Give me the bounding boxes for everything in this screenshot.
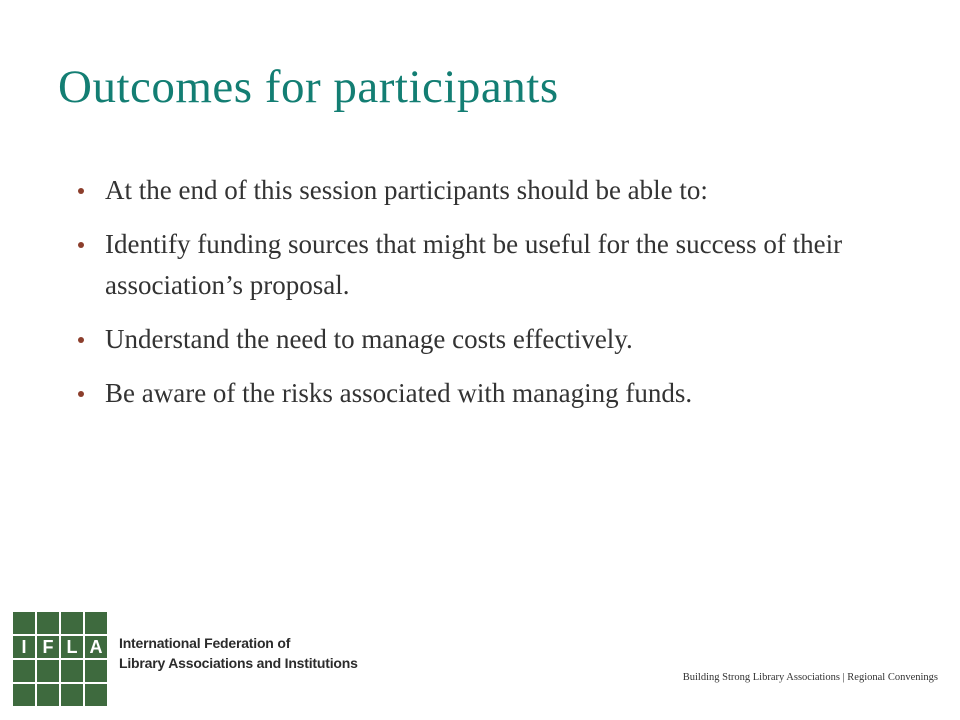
bullet-text: Identify funding sources that might be useful for the success of their association’s proposal.: [105, 229, 843, 300]
slide-title: Outcomes for participants: [58, 61, 559, 113]
bullet-text: Be aware of the risks associated with managing funds.: [105, 378, 693, 408]
bullet-list: [78, 170, 908, 427]
bullet-item: [78, 170, 908, 211]
bullet-marker: [78, 242, 84, 248]
logo-letter: L: [61, 636, 83, 658]
logo-letter: F: [37, 636, 59, 658]
footer-text: Building Strong Library Associations | Regional Convenings: [682, 672, 938, 683]
logo-letter: A: [85, 636, 107, 658]
logo-cell: [37, 684, 59, 706]
logo-cell: [61, 612, 83, 634]
logo-cell: [37, 660, 59, 682]
logo-cell: [13, 612, 35, 634]
bullet-text: Understand the need to manage costs effectively.: [105, 324, 633, 354]
bullet-item: [78, 373, 908, 414]
bullet-marker: [78, 188, 84, 194]
org-name-line: Library Associations and Institutions: [119, 655, 358, 671]
logo-cell: [85, 612, 107, 634]
org-name-line: International Federation of: [119, 635, 291, 651]
bullet-text: At the end of this session participants should be able to:: [105, 175, 708, 205]
bullet-item: [78, 319, 908, 360]
ifla-logo: [13, 612, 109, 708]
bullet-marker: [78, 337, 84, 343]
logo-cell: [13, 684, 35, 706]
logo-cell: [61, 660, 83, 682]
logo-cell: [85, 660, 107, 682]
logo-cell: [13, 660, 35, 682]
logo-letter: I: [13, 636, 35, 658]
bullet-item: [78, 224, 908, 306]
organization-name: [119, 633, 379, 673]
bullet-marker: [78, 391, 84, 397]
logo-cell: [61, 684, 83, 706]
logo-cell: [37, 612, 59, 634]
logo-cell: [85, 684, 107, 706]
